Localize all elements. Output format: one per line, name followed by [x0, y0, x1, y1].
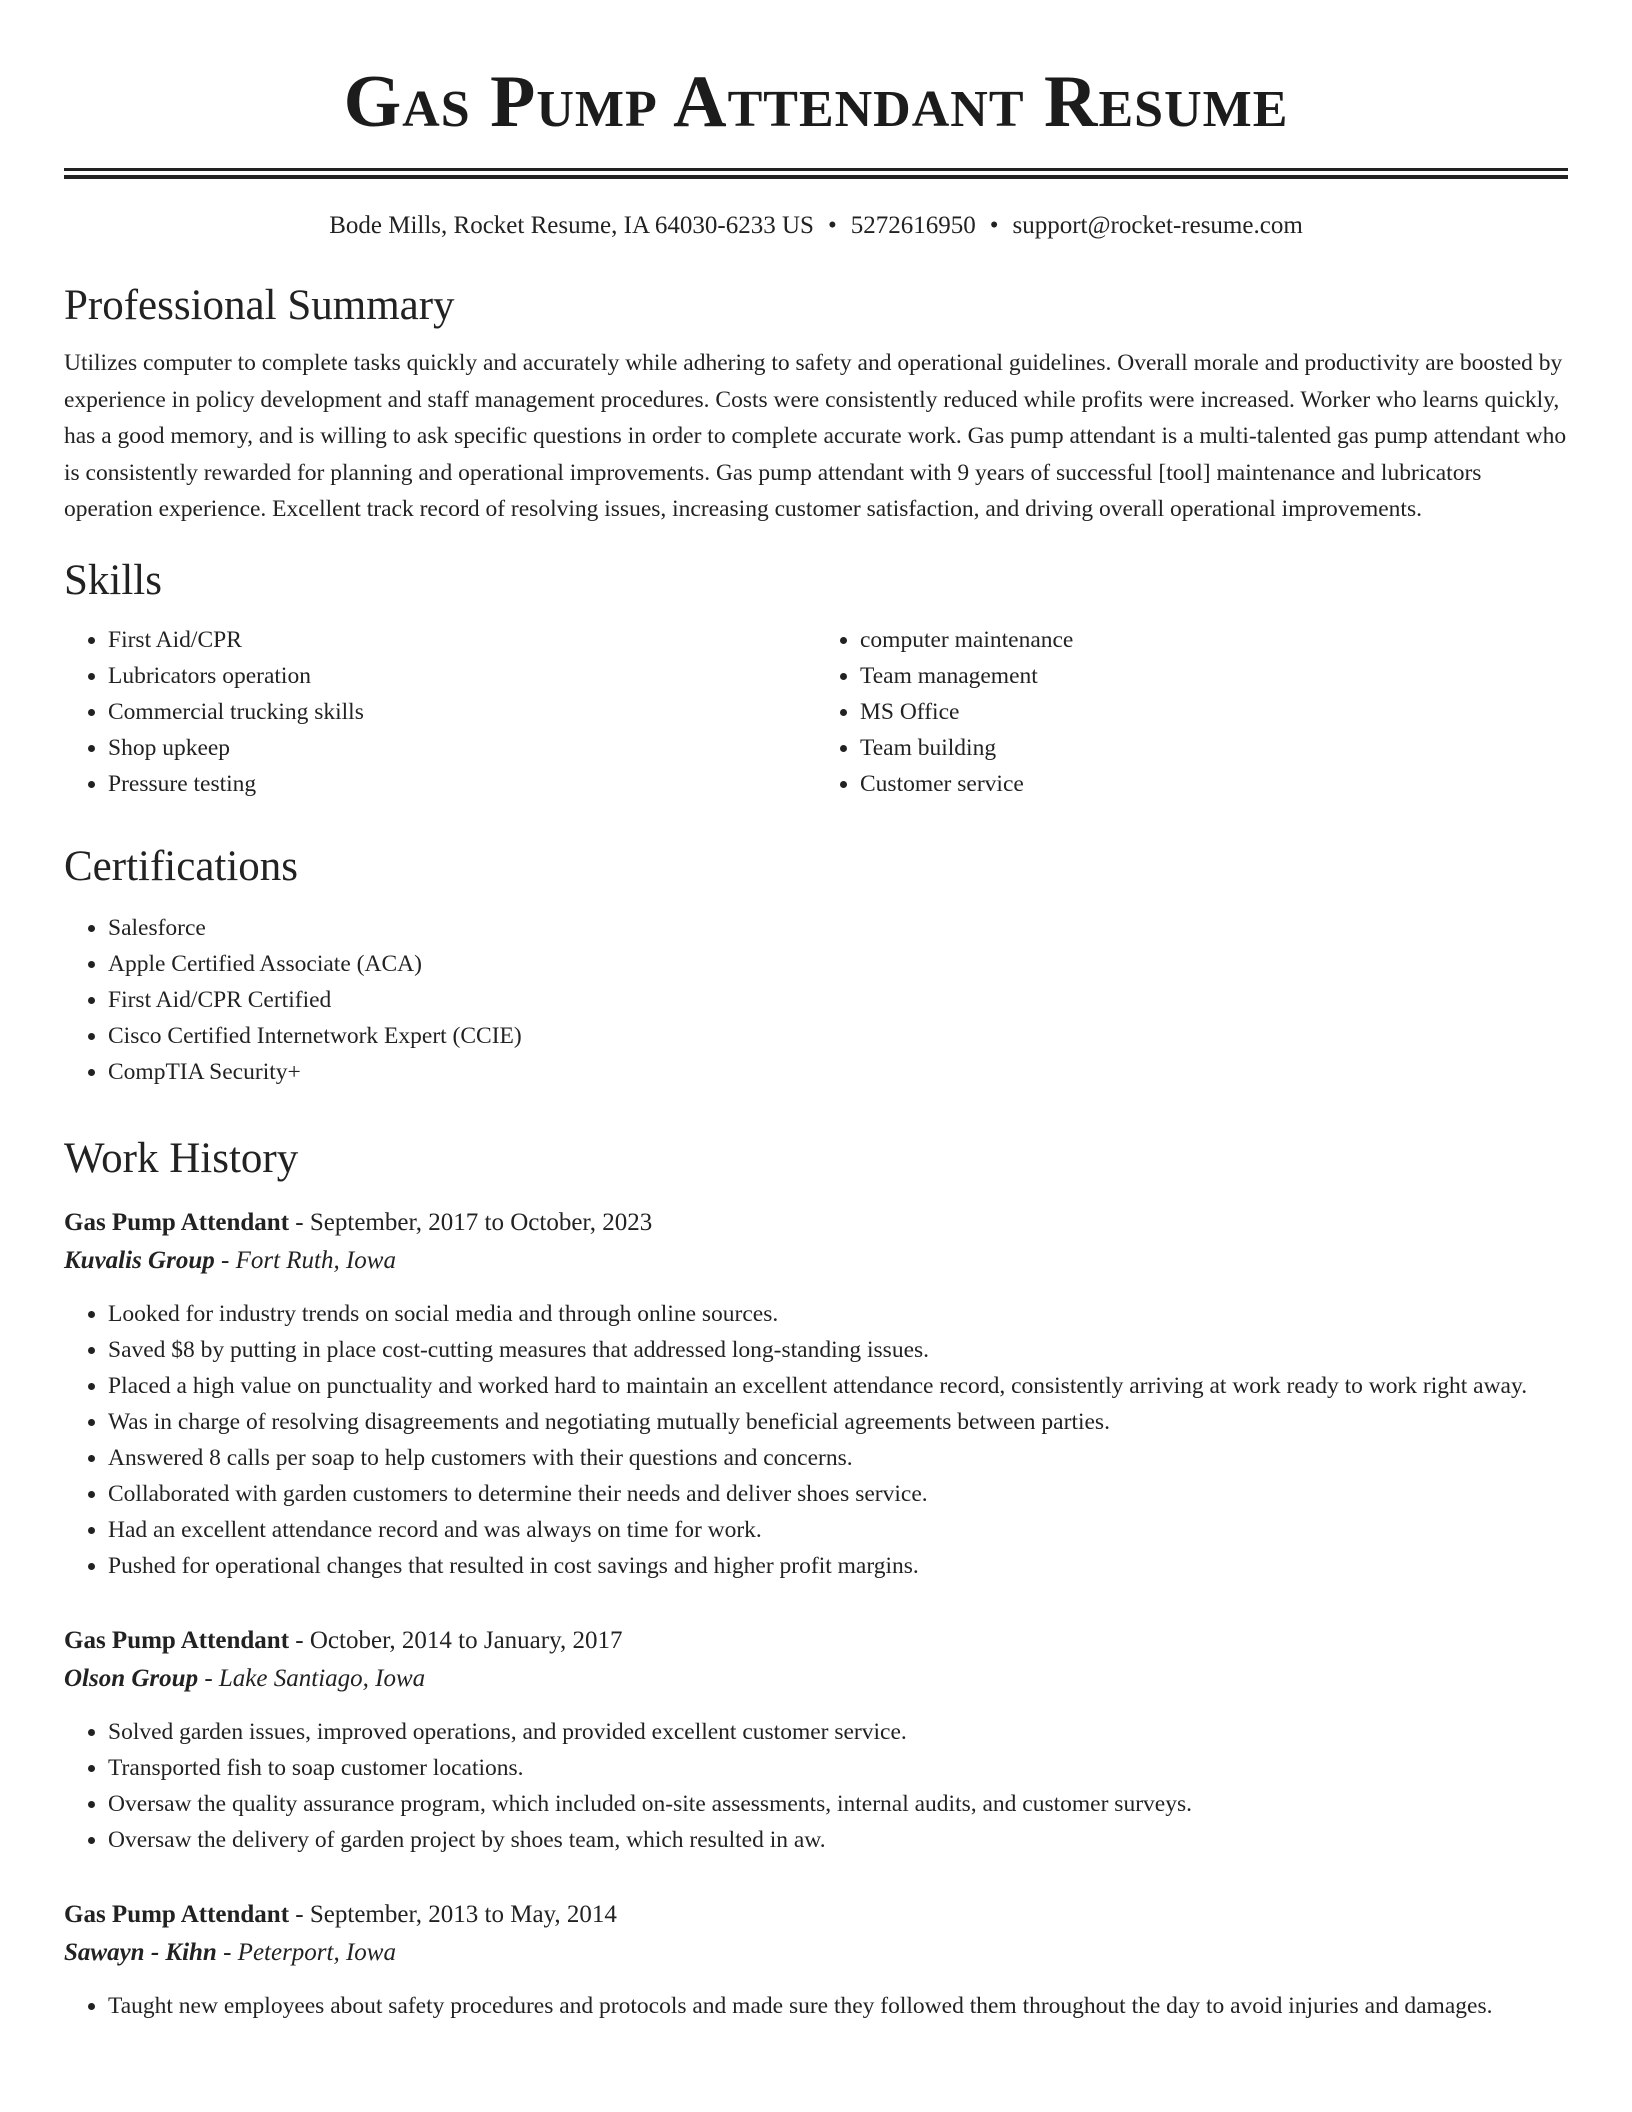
- job-bullet: • Taught new employees about safety procedures and protocols and made sure they followed them throughout the day to avoid injuries and damages.: [108, 1988, 1568, 2024]
- job-dates: September, 2017 to October, 2023: [309, 1208, 653, 1236]
- skill-item: • Shop upkeep: [108, 730, 816, 766]
- job-entry: [64, 1896, 1568, 2024]
- job-bullet: • Was in charge of resolving disagreements and negotiating mutually beneficial agreements between parties.: [108, 1404, 1568, 1440]
- job-bullet: • Oversaw the delivery of garden project by shoes team, which resulted in aw.: [108, 1822, 1568, 1858]
- job-bullet: • Saved $8 by putting in place cost-cutting measures that addressed long-standing issues.: [108, 1332, 1568, 1368]
- certification-item: • Cisco Certified Internetwork Expert (CCIE): [108, 1018, 1568, 1054]
- job-bullet: • Transported fish to soap customer locations.: [108, 1750, 1568, 1786]
- job-bullets: [64, 1714, 1568, 1858]
- contact-phone: 5272616950: [850, 212, 976, 239]
- job-location: Lake Santiago, Iowa: [218, 1664, 426, 1692]
- contact-address: Bode Mills, Rocket Resume, IA 64030-6233 US: [329, 212, 814, 239]
- certification-item: • Salesforce: [108, 910, 1568, 946]
- job-company: Kuvalis Group: [64, 1246, 215, 1274]
- job-employer: Sawayn - Kihn - Peterport, Iowa: [64, 1938, 396, 1966]
- job-bullet: • Had an excellent attendance record and was always on time for work.: [108, 1512, 1568, 1548]
- job-bullet: • Oversaw the quality assurance program, which included on-site assessments, internal audits, and customer surveys.: [108, 1786, 1568, 1822]
- job-title: Gas Pump Attendant: [64, 1626, 290, 1654]
- contact-email[interactable]: support@rocket-resume.com: [1012, 212, 1303, 239]
- job-employer: Olson Group - Lake Santiago, Iowa: [64, 1664, 426, 1692]
- job-bullet: • Answered 8 calls per soap to help customers with their questions and concerns.: [108, 1440, 1568, 1476]
- skills-columns: [64, 622, 1568, 802]
- skill-item: • MS Office: [860, 694, 1568, 730]
- job-entry: [64, 1622, 1568, 1858]
- certification-item: • CompTIA Security+: [108, 1054, 1568, 1090]
- skills-list-left: [64, 622, 816, 802]
- summary-text: Utilizes computer to complete tasks quickly and accurately while adhering to safety and operational guidelines. Overall morale and productivity are boosted by experience in policy development and staff management procedures. Costs were consistently reduced while profits were increased. Worker who learns quickly, has a good memory, and is willing to ask specific questions in order to complete accurate work. Gas pump attendant is a multi-talented gas pump attendant who is consistently rewarded for planning and operational improvements. Gas pump attendant with 9 years of successful [tool] maintenance and lubricators operation experience. Excellent track record of resolving issues, increasing customer satisfaction, and driving overall operational improvements.: [64, 350, 1567, 522]
- job-bullet: • Placed a high value on punctuality and worked hard to maintain an excellent attendance record, consistently arriving at work ready to work right away.: [108, 1368, 1568, 1404]
- job-employer: Kuvalis Group - Fort Ruth, Iowa: [64, 1246, 396, 1274]
- skill-item: • First Aid/CPR: [108, 622, 816, 658]
- job-bullet: • Looked for industry trends on social media and through online sources.: [108, 1296, 1568, 1332]
- contact-separator: •: [989, 212, 999, 239]
- skill-item: • computer maintenance: [860, 622, 1568, 658]
- certifications-list: [64, 910, 1568, 1090]
- resume-title: Gas Pump Attendant Resume: [343, 61, 1289, 143]
- certification-item: • Apple Certified Associate (ACA): [108, 946, 1568, 982]
- job-company: Olson Group: [64, 1664, 199, 1692]
- title-divider: [64, 168, 1568, 179]
- skill-item: • Pressure testing: [108, 766, 816, 802]
- job-title: Gas Pump Attendant: [64, 1208, 290, 1236]
- skill-item: • Lubricators operation: [108, 658, 816, 694]
- job-bullet: • Solved garden issues, improved operations, and provided excellent customer service.: [108, 1714, 1568, 1750]
- certification-item: • First Aid/CPR Certified: [108, 982, 1568, 1018]
- skill-item: • Team building: [860, 730, 1568, 766]
- job-entry: [64, 1204, 1568, 1584]
- job-header: Gas Pump Attendant - September, 2017 to October, 2023: [64, 1208, 653, 1236]
- job-location: Peterport, Iowa: [237, 1938, 396, 1966]
- job-title: Gas Pump Attendant: [64, 1900, 290, 1928]
- job-dates: October, 2014 to January, 2017: [309, 1626, 623, 1654]
- summary-heading: Professional Summary: [64, 282, 455, 329]
- contact-separator: •: [827, 212, 837, 239]
- work-history-heading: Work History: [64, 1134, 299, 1182]
- job-bullets: [64, 1988, 1568, 2024]
- job-company: Sawayn - Kihn: [64, 1938, 217, 1966]
- skill-item: • Customer service: [860, 766, 1568, 802]
- job-bullet: • Pushed for operational changes that resulted in cost savings and higher profit margins.: [108, 1548, 1568, 1584]
- skills-heading: Skills: [64, 556, 162, 604]
- job-header: Gas Pump Attendant - October, 2014 to January, 2017: [64, 1626, 623, 1654]
- job-dates: September, 2013 to May, 2014: [309, 1900, 617, 1928]
- contact-line: [64, 209, 1568, 243]
- job-header: Gas Pump Attendant - September, 2013 to May, 2014: [64, 1900, 617, 1928]
- job-bullet: • Collaborated with garden customers to determine their needs and deliver shoes service.: [108, 1476, 1568, 1512]
- certifications-heading: Certifications: [64, 842, 299, 890]
- job-location: Fort Ruth, Iowa: [235, 1246, 396, 1274]
- job-bullets: [64, 1296, 1568, 1584]
- skill-item: • Team management: [860, 658, 1568, 694]
- skills-list-right: [816, 622, 1568, 802]
- skill-item: • Commercial trucking skills: [108, 694, 816, 730]
